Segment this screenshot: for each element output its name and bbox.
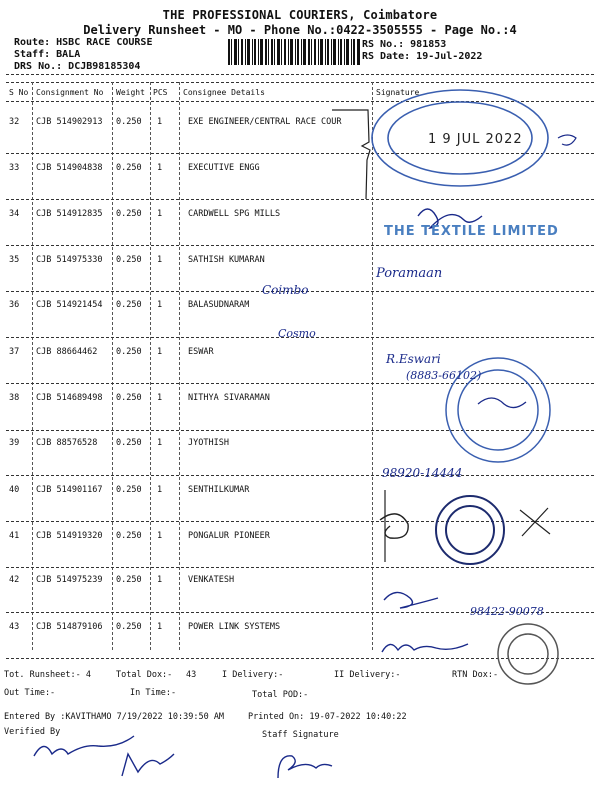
rs-date: RS Date: 19-Jul-2022 (362, 51, 483, 62)
row-consignment: CJB 514912835 (36, 209, 103, 219)
handwritten-signature: R.Eswari (386, 352, 441, 366)
rule (6, 101, 594, 102)
staff-signature-label: Staff Signature (262, 730, 339, 740)
row-pcs: 1 (157, 300, 163, 310)
row-consignee: ESWAR (188, 347, 214, 357)
row-pcs: 1 (157, 255, 163, 265)
col-consignee: Consignee Details (183, 88, 265, 97)
row-weight: 0.250 (116, 255, 142, 265)
handwritten-note: Coimbo (262, 283, 309, 297)
total-dox-label: Total Dox:- (116, 670, 173, 680)
row-rule (6, 521, 594, 522)
row-sno: 40 (9, 485, 20, 495)
out-time: Out Time:- (4, 688, 56, 698)
rtn-dox: RTN Dox:- (452, 670, 499, 680)
row-pcs: 1 (157, 531, 163, 541)
row-sno: 33 (9, 163, 20, 173)
handwritten-phone: (8883-66102) (406, 369, 482, 382)
col-consignment: Consignment No (36, 88, 104, 97)
row-sno: 37 (9, 347, 20, 357)
row-consignment: CJB 88576528 (36, 438, 98, 448)
row-weight: 0.250 (116, 485, 142, 495)
row-consignment: CJB 514904838 (36, 163, 103, 173)
signature-stroke (382, 644, 468, 652)
col-signature: Signature (376, 88, 420, 97)
total-runsheet: Tot. Runsheet:- 4 (4, 670, 91, 680)
printed-on: Printed On: 19-07-2022 10:40:22 (248, 712, 407, 722)
row-weight: 0.250 (116, 575, 142, 585)
signature-stroke (384, 592, 438, 608)
row-consignee: EXE ENGINEER/CENTRAL RACE COUR (188, 117, 342, 127)
row-consignee: SENTHILKUMAR (188, 485, 250, 495)
staff-label: Staff: BALA (14, 49, 81, 60)
total-pod: Total POD:- (252, 690, 309, 700)
handwritten-note: Poramaan (376, 266, 443, 281)
row-consignee: CARDWELL SPG MILLS (188, 209, 281, 219)
row-sno: 35 (9, 255, 20, 265)
row-consignee: POWER LINK SYSTEMS (188, 622, 281, 632)
row-rule (6, 567, 594, 568)
row-pcs: 1 (157, 622, 163, 632)
row-consignment: CJB 514689498 (36, 393, 103, 403)
row-weight: 0.250 (116, 347, 142, 357)
row-pcs: 1 (157, 575, 163, 585)
verifier-signature (122, 754, 174, 776)
row-pcs: 1 (157, 438, 163, 448)
row-pcs: 1 (157, 393, 163, 403)
total-dox-value: 43 (186, 670, 197, 680)
date-stamp: 1 9 JUL 2022 (428, 132, 523, 147)
row-weight: 0.250 (116, 622, 142, 632)
row-consignee: JYOTHISH (188, 438, 229, 448)
powerlink-seal-stamp (498, 624, 558, 684)
entered-by: Entered By :KAVITHAMO 7/19/2022 10:39:50 AM (4, 712, 225, 722)
column-divider (372, 82, 373, 650)
signature-stroke (478, 398, 526, 408)
row-rule (6, 430, 594, 431)
row-consignment: CJB 514901167 (36, 485, 103, 495)
row-pcs: 1 (157, 163, 163, 173)
company-seal-stamp (436, 496, 504, 564)
column-divider (179, 82, 180, 650)
signature-stroke (380, 514, 408, 538)
row-sno: 32 (9, 117, 20, 127)
row-sno: 38 (9, 393, 20, 403)
row-sno: 34 (9, 209, 20, 219)
row-sno: 42 (9, 575, 20, 585)
verifier-signature (34, 736, 134, 756)
row-weight: 0.250 (116, 531, 142, 541)
row-consignee: EXECUTIVE ENGG (188, 163, 260, 173)
row-consignment: CJB 514921454 (36, 300, 103, 310)
row-sno: 41 (9, 531, 20, 541)
column-divider (32, 82, 33, 650)
row-consignment: CJB 88664462 (36, 347, 98, 357)
row-consignee: SATHISH KUMARAN (188, 255, 265, 265)
row-consignment: CJB 514975330 (36, 255, 103, 265)
row-consignee: PONGALUR PIONEER (188, 531, 270, 541)
row-pcs: 1 (157, 485, 163, 495)
row-consignee: NITHYA SIVARAMAN (188, 393, 270, 403)
row-rule (6, 475, 594, 476)
row-weight: 0.250 (116, 393, 142, 403)
row-pcs: 1 (157, 347, 163, 357)
company-title: THE PROFESSIONAL COURIERS, Coimbatore (162, 8, 438, 22)
row-weight: 0.250 (116, 117, 142, 127)
row-rule (6, 199, 594, 200)
col-pcs: PCS (153, 88, 168, 97)
row-rule (6, 153, 594, 154)
col-sno: S No (9, 88, 29, 97)
handwritten-note: Cosmo (278, 327, 316, 340)
verified-by: Verified By (4, 727, 61, 737)
row-sno: 36 (9, 300, 20, 310)
textile-company-stamp: THE TEXTILE LIMITED (384, 224, 559, 239)
handwritten-phone: 98920-14444 (382, 466, 463, 480)
row-rule (6, 383, 594, 384)
barcode-icon (228, 39, 360, 65)
rule (6, 82, 594, 83)
pen-mark (520, 508, 550, 536)
runsheet-subtitle: Delivery Runsheet - MO - Phone No.:0422-3505555 - Page No.:4 (83, 23, 517, 37)
handwritten-phone: 98422-90078 (470, 605, 544, 618)
row-pcs: 1 (157, 209, 163, 219)
row-weight: 0.250 (116, 438, 142, 448)
row-consignment: CJB 514919320 (36, 531, 103, 541)
row-sno: 43 (9, 622, 20, 632)
row-pcs: 1 (157, 117, 163, 127)
route-label: Route: HSBC RACE COURSE (14, 37, 153, 48)
pen-mark (558, 135, 576, 145)
row-weight: 0.250 (116, 163, 142, 173)
column-divider (150, 82, 151, 650)
row-consignment: CJB 514975239 (36, 575, 103, 585)
rs-number: RS No.: 981853 (362, 39, 447, 50)
row-rule (6, 245, 594, 246)
col-weight: Weight (116, 88, 145, 97)
i-delivery: I Delivery:- (222, 670, 284, 680)
drs-number: DRS No.: DCJB98185304 (14, 61, 141, 72)
in-time: In Time:- (130, 688, 177, 698)
row-consignee: BALASUDNARAM (188, 300, 250, 310)
row-consignee: VENKATESH (188, 575, 235, 585)
row-weight: 0.250 (116, 209, 142, 219)
row-consignment: CJB 514879106 (36, 622, 103, 632)
ii-delivery: II Delivery:- (334, 670, 401, 680)
column-divider (112, 82, 113, 650)
row-sno: 39 (9, 438, 20, 448)
row-weight: 0.250 (116, 300, 142, 310)
staff-signature-stroke (278, 756, 332, 778)
row-rule (6, 658, 594, 659)
row-consignment: CJB 514902913 (36, 117, 103, 127)
rule (6, 74, 594, 75)
